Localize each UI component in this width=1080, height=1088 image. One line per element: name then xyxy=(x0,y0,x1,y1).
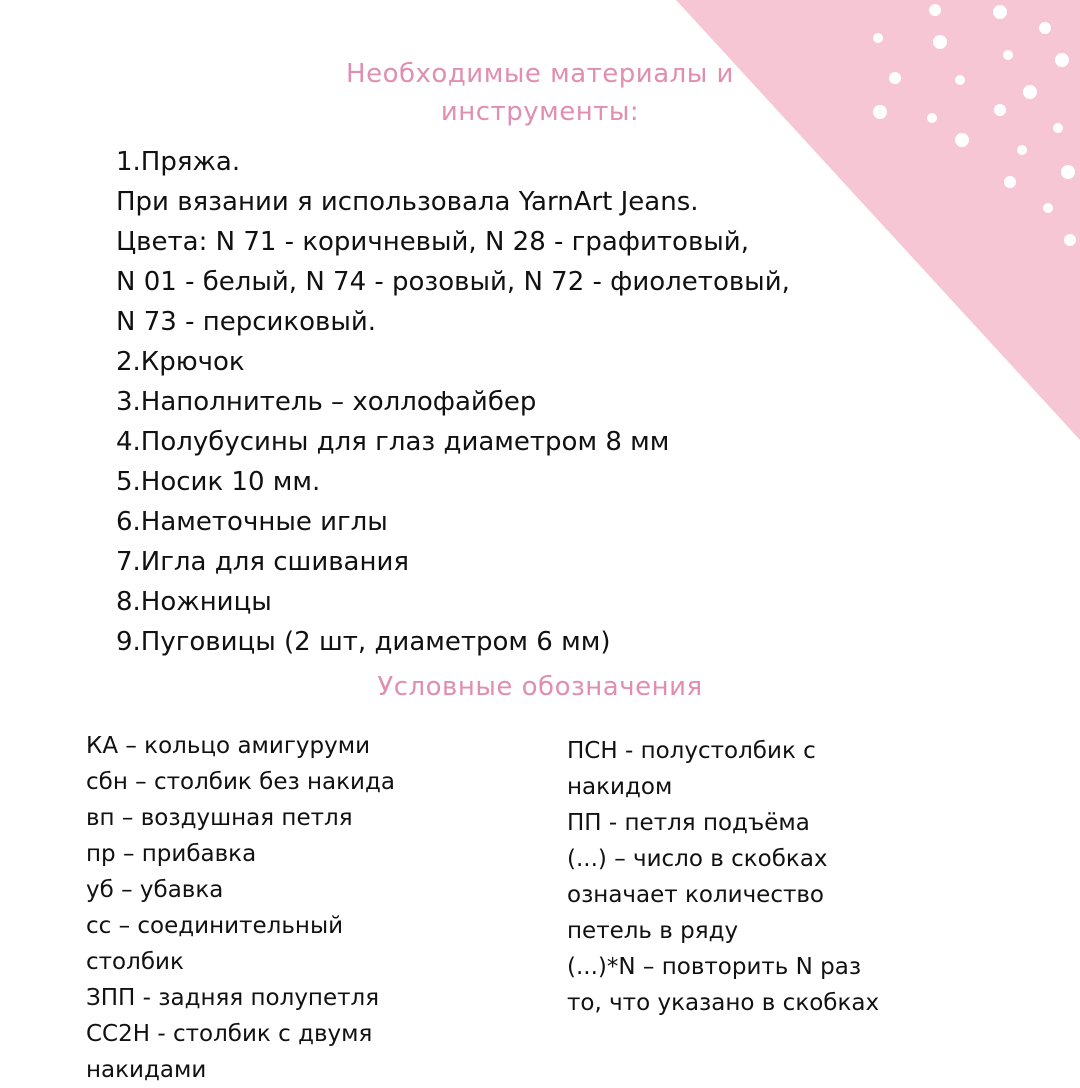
materials-line: При вязании я использовала YarnArt Jeans. xyxy=(116,187,699,217)
materials-line: 2.Крючок xyxy=(116,347,245,377)
legend-line: ЗПП - задняя полупетля xyxy=(86,985,380,1011)
legend-line: накидами xyxy=(86,1057,207,1083)
legend-line: КА – кольцо амигуруми xyxy=(86,733,371,759)
legend-line: ПСН - полустолбик с xyxy=(567,738,816,764)
materials-heading-line-2: инструменты: xyxy=(440,97,640,127)
legend-heading: Условные обозначения xyxy=(377,672,703,702)
materials-line: 4.Полубусины для глаз диаметром 8 мм xyxy=(116,427,670,457)
legend-line: (...) – число в скобках xyxy=(567,846,828,872)
materials-line: 5.Носик 10 мм. xyxy=(116,467,321,497)
legend-left-column xyxy=(86,728,526,1088)
legend-line: петель в ряду xyxy=(567,918,739,944)
materials-line: N 01 - белый, N 74 - розовый, N 72 - фиолетовый, xyxy=(116,267,790,297)
materials-line: 8.Ножницы xyxy=(116,587,272,617)
legend-line: СС2Н - столбик с двумя xyxy=(86,1021,373,1047)
legend-line: (...)*N – повторить N раз xyxy=(567,954,862,980)
legend-line: вп – воздушная петля xyxy=(86,805,353,831)
materials-line: 3.Наполнитель – холлофайбер xyxy=(116,387,537,417)
legend-line: сбн – столбик без накида xyxy=(86,769,395,795)
legend-line: накидом xyxy=(567,774,673,800)
materials-line: 6.Наметочные иглы xyxy=(116,507,388,537)
materials-line: 1.Пряжа. xyxy=(116,147,241,177)
legend-line: столбик xyxy=(86,949,184,975)
legend-right-column xyxy=(567,733,987,1021)
legend-line: сс – соединительный xyxy=(86,913,344,939)
materials-line: N 73 - персиковый. xyxy=(116,307,377,337)
materials-list xyxy=(116,142,790,662)
materials-line: 7.Игла для сшивания xyxy=(116,547,410,577)
materials-heading xyxy=(240,55,840,131)
legend-line: пр – прибавка xyxy=(86,841,257,867)
materials-line: 9.Пуговицы (2 шт, диаметром 6 мм) xyxy=(116,627,611,657)
legend-line: ПП - петля подъёма xyxy=(567,810,810,836)
legend-line: то, что указано в скобках xyxy=(567,990,880,1016)
materials-heading-line-1: Необходимые материалы и xyxy=(346,59,734,89)
legend-line: уб – убавка xyxy=(86,877,224,903)
materials-line: Цвета: N 71 - коричневый, N 28 - графитовый, xyxy=(116,227,749,257)
legend-line: означает количество xyxy=(567,882,824,908)
